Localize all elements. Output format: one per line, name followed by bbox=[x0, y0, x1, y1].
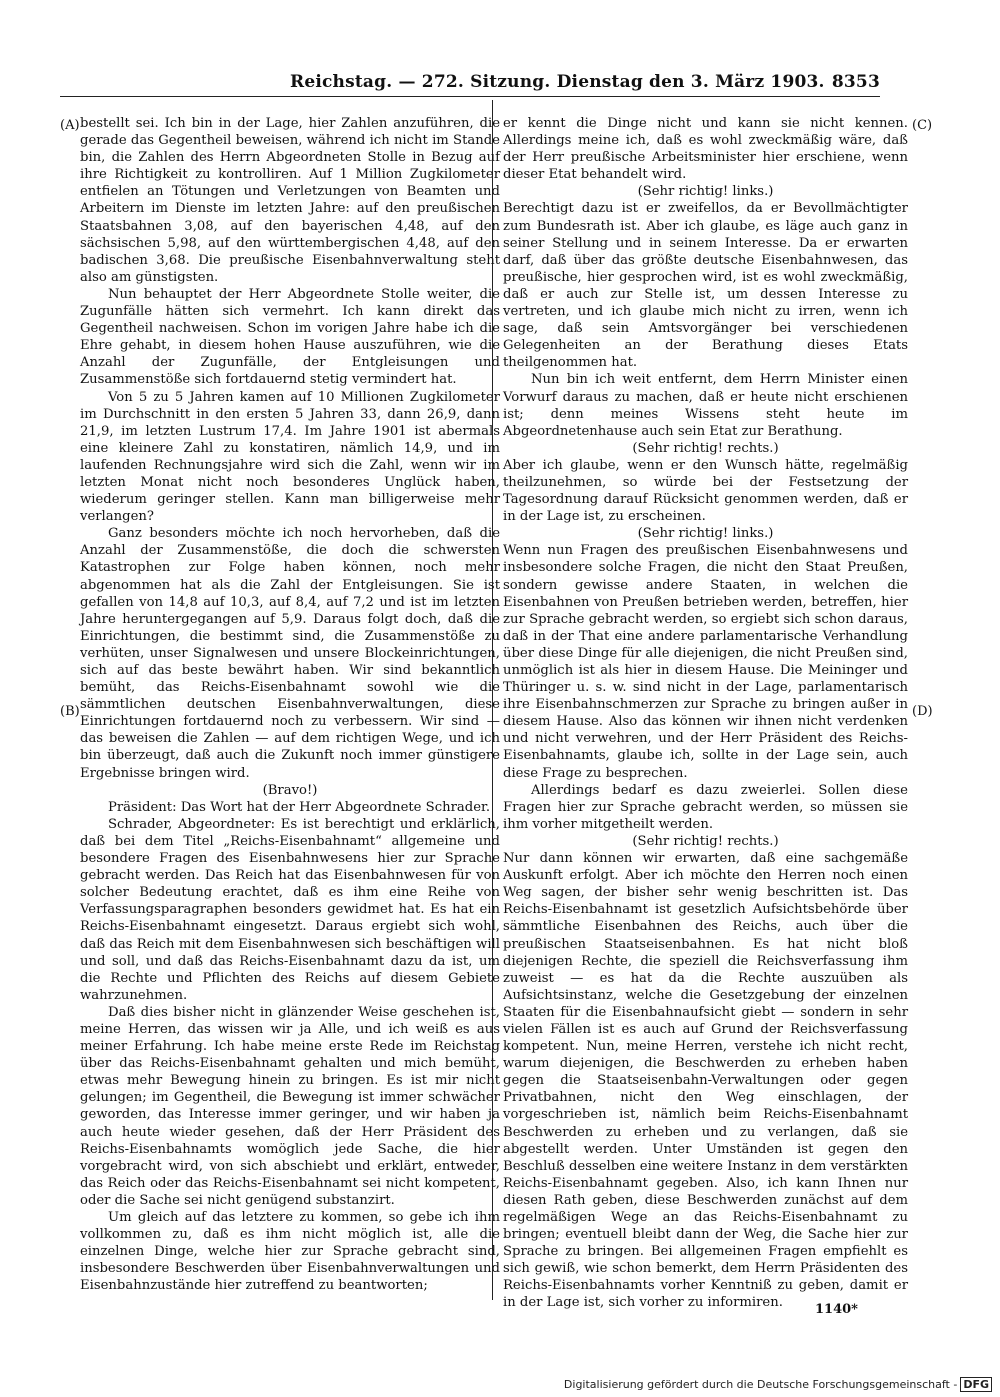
paragraph: (Sehr richtig! rechts.) bbox=[632, 440, 779, 456]
paragraph: Allerdings bedarf es dazu zweierlei. Sollen diese Fragen hier zur Sprache gebracht werden, so müssen sie ihm vorher mitgetheilt werden. bbox=[503, 782, 908, 832]
margin-marker-a: (A) bbox=[60, 118, 80, 133]
footer-credit bbox=[564, 1378, 992, 1391]
paragraph: Berechtigt dazu ist er zweifellos, da er Bevollmächtigter zum Bundesrath ist. Aber ich glaube, es läge auch ganz in seiner Stellung und in seinem Interesse. Da er erwarten darf, daß über das größte deutsche Eisenbahnwesen, das preußische, hier gesprochen wird, ist es wohl zweckmäßig, daß er auch zur Stelle ist, um dessen Interesse zu vertreten, und ich glaube mich nicht zu irren, wenn ich sage, daß sein Amtsvorgänger bei verschiedenen Gelegenheiten an der Berathung dieses Etats theilgenommen hat. bbox=[503, 201, 908, 371]
paragraph: Um gleich auf das letztere zu kommen, so gebe ich ihm vollkommen zu, daß es ihm nicht möglich ist, alle die einzelnen Dinge, welche hier zur Sprache gebracht sind, insbesondere Beschwerden über Eisenbahnverwaltungen und Eisenbahnzustände hier zutreffend zu beantworten; bbox=[80, 1210, 500, 1294]
paragraph: Von 5 zu 5 Jahren kamen auf 10 Millionen Zugkilometer im Durchschnitt in den ersten 5 Jahren 33, dann 26,9, dann 21,9, im letzten Lustrum 17,4. Im Jahre 1901 ist abermals eine kleinere Zahl zu konstatiren, nämlich 14,9, und im laufenden Rechnungsjahre wird sich die Zahl, wenn wir im letzten Monat nicht noch besonderes Unglück haben, wiederum geringer stellen. Kann man billigerweise mehr verlangen? bbox=[80, 389, 500, 525]
paragraph: (Bravo!) bbox=[262, 782, 318, 798]
page-number: 8353 bbox=[831, 72, 880, 92]
paragraph: Daß dies bisher nicht in glänzender Weise geschehen ist, meine Herren, das wissen wir ja Alle, und ich weiß es aus meiner Erfahrung. Ich habe meine erste Rede im Reichstag über das Reichs-Eisenbahnamt gehalten und mich bemüht, etwas mehr Bewegung hinein zu bringen. Es ist mir nicht gelungen; im Gegentheil, die Bewegung ist immer schwächer geworden, das Interesse immer geringer, und wir haben ja auch heute wieder gesehen, daß der Herr Präsident des Reichs-Eisenbahnamts womöglich jede Sache, die hier vorgebracht wird, von sich abschiebt und erklärt, entweder, das Reich oder das Reichs-Eisenbahnamt sei nicht kompetent, oder die Sache sei nicht genügend substanzirt. bbox=[80, 1004, 500, 1208]
page-title: Reichstag. — 272. Sitzung. Dienstag den 3. März 1903. bbox=[290, 72, 825, 92]
paragraph: Nun behauptet der Herr Abgeordnete Stolle weiter, die Zugunfälle hätten sich vermehrt. Ich kann direkt das Gegentheil nachweisen. Schon im vorigen Jahre habe ich die Ehre gehabt, in diesem hohen Hause auszuführen, wie die Anzahl der Zugunfälle, der Entgleisungen und Zusammenstöße sich fortdauernd stetig vermindert hat. bbox=[80, 286, 500, 388]
margin-marker-b: (B) bbox=[60, 704, 80, 719]
paragraph: (Sehr richtig! rechts.) bbox=[632, 833, 779, 849]
footer-text: Digitalisierung gefördert durch die Deutsche Forschungsgemeinschaft - bbox=[563, 1378, 958, 1391]
paragraph: (Sehr richtig! links.) bbox=[637, 526, 774, 542]
paragraph: Aber ich glaube, wenn er den Wunsch hätte, regelmäßig theilzunehmen, so würde bei der Festsetzung der Tagesordnung darauf Rücksicht genommen werden, daß er in der Lage ist, zu erscheinen. bbox=[503, 457, 908, 525]
paragraph: er kennt die Dinge nicht und kann sie nicht kennen. Allerdings meine ich, daß es wohl zweckmäßig wäre, daß der Herr preußische Arbeitsminister hier erschiene, wenn dieser Etat behandelt wird. bbox=[503, 116, 908, 183]
dfg-logo: DFG bbox=[960, 1377, 992, 1392]
paragraph: bestellt sei. Ich bin in der Lage, hier Zahlen anzuführen, die gerade das Gegentheil beweisen, während ich nicht im Stande bin, die Zahlen des Herrn Abgeordneten Stolle in Bezug auf ihre Richtigkeit zu kontrolliren. Auf 1 Million Zugkilometer entfielen an Tötungen und Verletzungen von Beamten und Arbeitern im Dienste im letzten Jahre: auf den preußischen Staatsbahnen 3,08, auf den bayerischen 4,48, auf den sächsischen 5,98, auf den württembergischen 4,48, auf den badischen 3,68. Die preußische Eisenbahnverwaltung steht also am günstigsten. bbox=[80, 116, 500, 285]
page-header bbox=[60, 72, 880, 94]
header-rule bbox=[60, 96, 880, 97]
paragraph: Präsident: Das Wort hat der Herr Abgeordnete Schrader. bbox=[108, 799, 491, 815]
margin-marker-c: (C) bbox=[912, 118, 933, 133]
paragraph: Ganz besonders möchte ich noch hervorheben, daß die Anzahl der Zusammenstöße, die doch die schwersten Katastrophen zur Folge haben können, noch mehr abgenommen hat als die Zahl der Entgleisungen. Sie ist gefallen von 14,8 auf 10,3, auf 8,4, auf 7,2 und ist im letzten Jahre heruntergegangen auf 5,9. Daraus folgt doch, daß die Einrichtungen, die bestimmt sind, die Zusammenstöße zu verhüten, unser Signalwesen und unsere Blockeinrichtungen, sich auf das beste bewährt haben. Wir sind bekanntlich bemüht, das Reichs-Eisenbahnamt sowohl wie die sämmtlichen deutschen Eisenbahnverwaltungen, diese Einrichtungen fortdauernd noch zu verbessern. Wir sind — das beweisen die Zahlen — auf dem richtigen Wege, und ich bin überzeugt, daß auch die Zukunft noch immer günstigere Ergebnisse bringen wird. bbox=[80, 526, 500, 781]
sheet-mark: 1140* bbox=[815, 1302, 858, 1317]
paragraph: (Sehr richtig! links.) bbox=[637, 184, 774, 200]
paragraph: Nun bin ich weit entfernt, dem Herrn Minister einen Vorwurf daraus zu machen, daß er heute nicht erschienen ist; denn meines Wissens steht heute im Abgeordnetenhause auch sein Etat zur Berathung. bbox=[503, 372, 908, 439]
margin-marker-d: (D) bbox=[912, 704, 933, 719]
right-column bbox=[503, 115, 908, 1312]
left-column bbox=[80, 115, 500, 1294]
paragraph: Schrader, Abgeordneter: Es ist berechtigt und erklärlich, daß bei dem Titel „Reichs-Eisenbahnamt“ allgemeine und besondere Fragen des Eisenbahnwesens hier zur Sprache gebracht werden. Das Reich hat das Eisenbahnwesen für von solcher Bedeutung erachtet, daß es ihm eine Reihe von Verfassungsparagraphen besonders gewidmet hat. Es hat ein Reichs-Eisenbahnamt eingesetzt. Daraus ergiebt sich wohl, daß das Reich mit dem Eisenbahnwesen sich beschäftigen will und soll, und daß das Reichs-Eisenbahnamt dazu da ist, um die Rechte und Pflichten des Reichs auf diesem Gebiete wahrzunehmen. bbox=[80, 816, 500, 1003]
paragraph: Nur dann können wir erwarten, daß eine sachgemäße Auskunft erfolgt. Aber ich möchte den Herren noch einen Weg sagen, der bisher sehr wenig beschritten ist. Das Reichs-Eisenbahnamt ist gesetzlich Aufsichtsbehörde über sämmtliche Eisenbahnen des Reichs, auch über die preußischen Staatseisenbahnen. Es hat nicht bloß diejenigen Rechte, die speziell die Reichsverfassung ihm zuweist — es hat da die Rechte auszuüben als Aufsichtsinstanz, welche die Gesetzgebung der einzelnen Staaten für die Eisenbahnaufsicht giebt — sondern in sehr vielen Fällen ist es auch auf Grund der Reichsverfassung kompetent. Nun, meine Herren, verstehe ich nicht recht, warum diejenigen, die Beschwerden zu erheben haben gegen die Staatseisenbahn-Verwaltungen oder gegen Privatbahnen, nicht den Weg einschlagen, der vorgeschrieben ist, nämlich beim Reichs-Eisenbahnamt Beschwerden zu erheben und zu verlangen, daß sie abgestellt werden. Unter Umständen ist gegen den Beschluß desselben eine weitere Instanz in dem verstärkten Reichs-Eisenbahnamt gegeben. Also, ich kann Ihnen nur diesen Rath geben, diese Beschwerden zunächst auf dem regelmäßigen Wege an das Reichs-Eisenbahnamt zu bringen; eventuell bleibt dann der Weg, die Sache hier zur Sprache zu bringen. Bei allgemeinen Fragen empfiehlt es sich gewiß, wie schon bemerkt, dem Herrn Präsidenten des Reichs-Eisenbahnamts vorher Kenntniß zu geben, damit er in der Lage ist, sich vorher zu informiren. bbox=[503, 851, 908, 1311]
paragraph: Wenn nun Fragen des preußischen Eisenbahnwesens und insbesondere solche Fragen, die nicht den Staat Preußen, sondern gewisse andere Staaten, in welchen die Eisenbahnen von Preußen betrieben werden, betreffen, hier zur Sprache gebracht werden, so ergiebt sich schon daraus, daß in der That eine andere parlamentarische Verhandlung über diese Dinge für alle diejenigen, die nicht Preußen sind, unmöglich ist als hier in diesem Hause. Die Meininger und Thüringer u. s. w. sind nicht in der Lage, parlamentarisch ihre Eisenbahnschmerzen zur Sprache zu bringen außer in diesem Hause. Also das können wir ihnen nicht verdenken und nicht verwehren, und der Herr Präsident des Reichs-Eisenbahnamts, glaube ich, sollte in der Lage sein, auch diese Frage zu besprechen. bbox=[503, 543, 908, 781]
